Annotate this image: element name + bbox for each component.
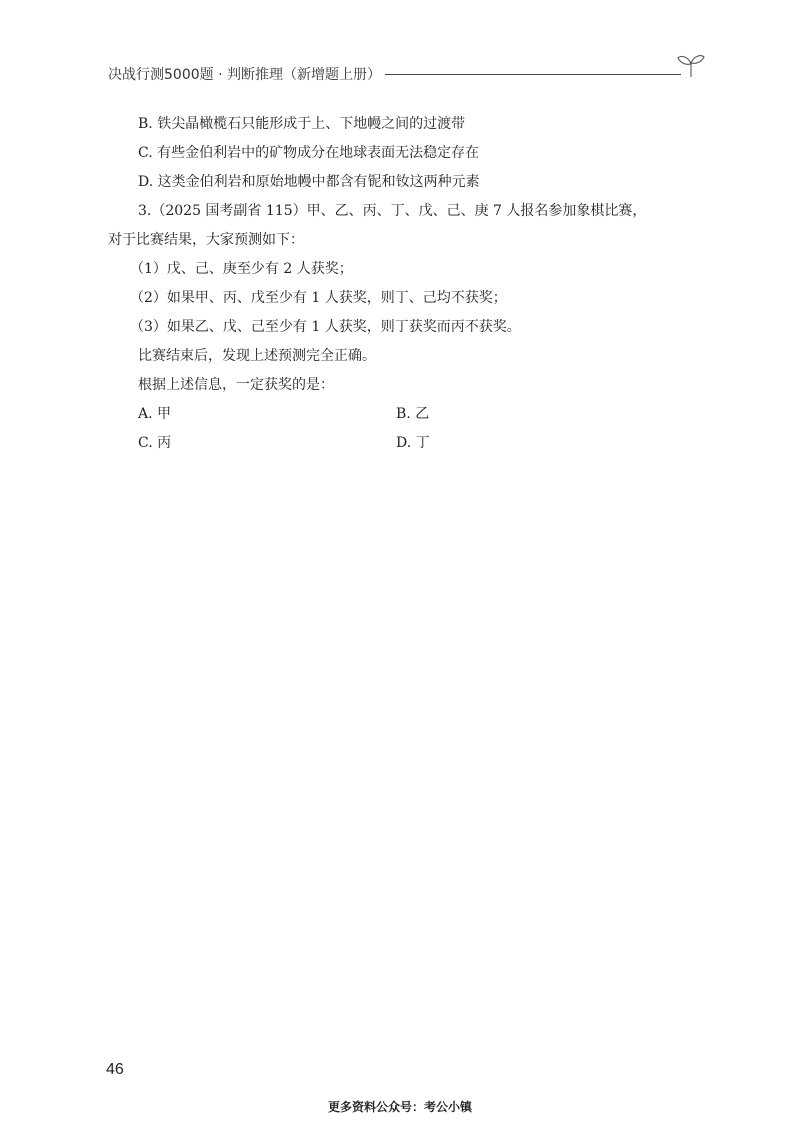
running-header	[108, 62, 708, 88]
question-3-result: 比赛结束后，发现上述预测完全正确。	[138, 348, 376, 364]
sprout-icon	[676, 52, 706, 78]
option-a: A. 甲	[138, 406, 172, 422]
footer-note: 更多资料公众号：考公小镇	[327, 1100, 472, 1114]
option-b: B. 乙	[396, 406, 430, 422]
page-content	[108, 110, 698, 458]
question-3-condition-1: （1）戊、己、庚至少有 2 人获奖；	[130, 261, 353, 277]
question-3-condition-2: （2）如果甲、丙、戊至少有 1 人获奖，则丁、己均不获奖；	[130, 290, 507, 306]
page-number: 46	[106, 1061, 124, 1078]
header-title: 决战行测5000题 · 判断推理（新增题上册）	[108, 67, 381, 83]
question-3-stem-line-2: 对于比赛结果，大家预测如下：	[108, 232, 304, 248]
question-3-condition-3: （3）如果乙、戊、己至少有 1 人获奖，则丁获奖而丙不获奖。	[130, 319, 521, 335]
option-b-previous: B. 铁尖晶橄榄石只能形成于上、下地幔之间的过渡带	[138, 116, 466, 132]
options-row-1	[108, 400, 698, 429]
question-3-prompt: 根据上述信息，一定获奖的是：	[138, 377, 334, 393]
option-d: D. 丁	[396, 435, 430, 451]
question-3-stem-line-1: 3.（2025 国考副省 115）甲、乙、丙、丁、戊、己、庚 7 人报名参加象棋比赛，	[138, 203, 647, 219]
header-rule	[385, 74, 681, 75]
option-c-previous: C. 有些金伯利岩中的矿物成分在地球表面无法稳定存在	[138, 145, 480, 161]
options-row-2	[108, 429, 698, 458]
option-c: C. 丙	[138, 435, 172, 451]
option-d-previous: D. 这类金伯利岩和原始地幔中都含有铌和钕这两种元素	[138, 174, 480, 190]
